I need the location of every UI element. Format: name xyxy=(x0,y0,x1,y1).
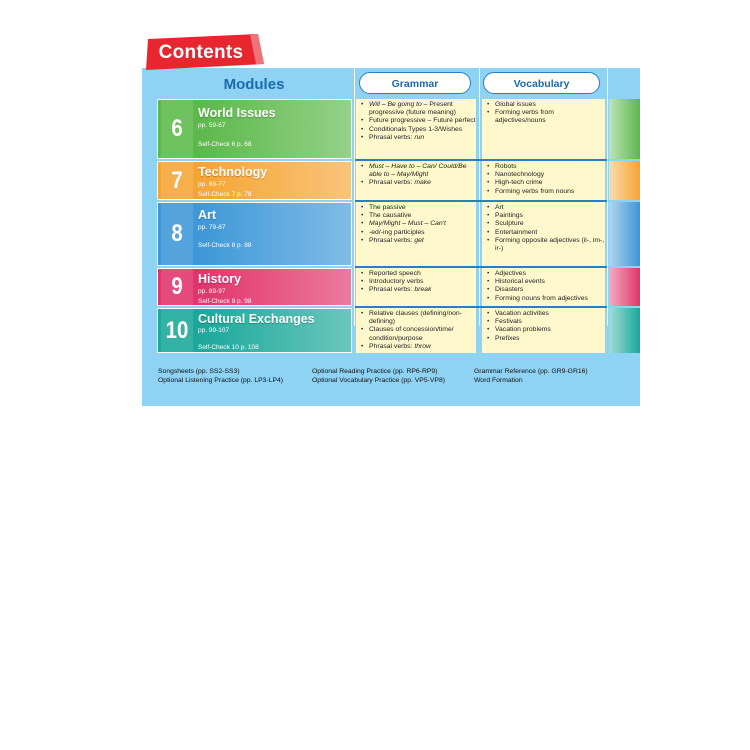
grammar-item xyxy=(361,179,476,187)
module-pages: pp. 59-67 xyxy=(198,122,226,129)
vocabulary-item: • Sculpture xyxy=(487,220,605,228)
vocabulary-item: • Vacation problems xyxy=(487,326,605,334)
module-self-check: Self-Check 6 p. 68 xyxy=(198,141,252,148)
grammar-item-text: get xyxy=(414,236,424,244)
module-color-strip xyxy=(609,202,640,266)
grammar-item-text: break xyxy=(414,286,432,294)
grammar-item-text: Relative clauses (defining/non-defining) xyxy=(369,310,462,326)
column-divider xyxy=(607,68,608,326)
module-title: Technology xyxy=(198,165,268,179)
module-self-check: Self-Check 7 p. 78 xyxy=(198,191,252,198)
footer-col-2 xyxy=(312,368,445,385)
module-cell[interactable] xyxy=(157,308,352,353)
footer-col-3 xyxy=(474,368,588,385)
vocabulary-item: • Entertainment xyxy=(487,229,605,237)
grammar-item-text: Phrasal verbs: xyxy=(369,286,415,294)
module-number: 9 xyxy=(161,269,193,305)
grammar-item-text: The passive xyxy=(369,204,406,211)
module-color-strip xyxy=(609,161,640,200)
grammar-item xyxy=(361,237,476,245)
module-cell[interactable] xyxy=(157,161,352,200)
vocabulary-item: • Forming verbs from adjectives/nouns xyxy=(487,109,605,125)
vocabulary-cell xyxy=(482,268,605,306)
module-number: 6 xyxy=(161,100,193,158)
module-pages: pp. 89-97 xyxy=(198,288,226,295)
grammar-cell xyxy=(356,161,476,200)
module-self-check: Self-Check 9 p. 98 xyxy=(198,298,252,305)
module-pages: pp. 79-87 xyxy=(198,224,226,231)
page-title: Contents xyxy=(158,42,244,63)
grammar-item xyxy=(361,310,476,326)
grammar-cell xyxy=(356,202,476,266)
vocabulary-item: • Forming nouns from adjectives xyxy=(487,295,605,303)
footer-col-1 xyxy=(158,368,283,385)
grammar-item-text: Phrasal verbs: xyxy=(369,342,415,350)
grammar-header: Grammar xyxy=(359,72,471,94)
grammar-item-text: throw xyxy=(414,342,431,350)
grammar-item-text: Phrasal verbs: xyxy=(369,236,415,244)
grammar-item-text: Future progressive – Future perfect xyxy=(369,117,476,125)
grammar-item-text: The causative xyxy=(369,212,412,220)
vocabulary-cell xyxy=(482,99,605,159)
vocabulary-item: • Prefixes xyxy=(487,335,605,343)
footer-link[interactable]: Songsheets (pp. SS2-SS3) xyxy=(158,368,240,375)
module-cell[interactable] xyxy=(157,202,352,266)
module-color-strip xyxy=(609,99,640,159)
column-divider xyxy=(354,68,355,326)
grammar-item xyxy=(361,117,476,125)
grammar-item xyxy=(361,270,476,278)
vocabulary-item: • Adjectives xyxy=(487,270,605,278)
contents-banner xyxy=(146,34,262,70)
grammar-item xyxy=(361,343,476,351)
vocabulary-item: • Nanotechnology xyxy=(487,171,605,179)
grammar-item-text: run xyxy=(414,133,425,141)
vocabulary-item: • High-tech crime xyxy=(487,179,605,187)
grammar-item-text: Phrasal verbs: xyxy=(369,133,415,141)
vocabulary-cell xyxy=(482,202,605,266)
vocabulary-item: • Paintings xyxy=(487,212,605,220)
grammar-item-text: Clauses of concession/time/ condition/purpose xyxy=(369,326,454,342)
grammar-item xyxy=(361,134,476,142)
grammar-item-text: Will – Be going to xyxy=(369,101,422,108)
module-self-check: Self-Check 8 p. 88 xyxy=(198,242,252,249)
grammar-item-text: -ed/-ing participles xyxy=(369,228,425,236)
module-self-check: Self-Check 10 p. 108 xyxy=(198,344,259,351)
vocabulary-item: • Forming opposite adjectives (il-, im-, ir-) xyxy=(487,237,605,253)
grammar-item-text: Conditionals Types 1-3/Wishes xyxy=(369,125,463,133)
module-color-strip xyxy=(609,308,640,353)
module-pages: pp. 69-77 xyxy=(198,181,226,188)
module-number: 8 xyxy=(161,203,193,265)
vocabulary-item: • Forming verbs from nouns xyxy=(487,188,605,196)
module-title: Cultural Exchanges xyxy=(198,312,315,326)
grammar-item-text: Phrasal verbs: xyxy=(369,179,415,187)
vocabulary-item: • Festivals xyxy=(487,318,605,326)
grammar-item xyxy=(361,101,476,117)
grammar-item-text: – Present progressive (future meaning) xyxy=(369,101,456,117)
footer-link[interactable]: Optional Vocabulary Practice (pp. VP5-VP8) xyxy=(312,376,445,384)
module-title: History xyxy=(198,272,242,286)
grammar-item xyxy=(361,286,476,294)
vocabulary-header: Vocabulary xyxy=(483,72,600,94)
footer-link[interactable]: Optional Listening Practice (pp. LP3-LP4) xyxy=(158,376,284,384)
module-title: Art xyxy=(198,208,217,222)
module-cell[interactable] xyxy=(157,99,352,159)
footer-link[interactable]: Word Formation xyxy=(474,376,523,384)
module-cell[interactable] xyxy=(157,268,352,306)
grammar-item-text: Must – Have to – Can/ Could/Be able to – May/Might xyxy=(369,163,467,179)
grammar-item xyxy=(361,229,476,237)
grammar-cell xyxy=(356,268,476,306)
grammar-cell xyxy=(356,99,476,159)
module-color-strip xyxy=(609,268,640,306)
grammar-item xyxy=(361,163,476,179)
grammar-item-text: Reported speech xyxy=(369,270,421,277)
module-number: 10 xyxy=(161,309,193,352)
vocabulary-item: • Disasters xyxy=(487,286,605,294)
vocabulary-item: • Robots xyxy=(487,163,605,171)
modules-header: Modules xyxy=(223,76,285,93)
module-title: World Issues xyxy=(198,106,276,120)
footer-link[interactable]: Grammar Reference (pp. GR9-GR16) xyxy=(474,368,588,375)
grammar-item xyxy=(361,126,476,134)
grammar-item xyxy=(361,326,476,342)
module-number: 7 xyxy=(161,162,193,199)
vocabulary-item: • Global issues xyxy=(487,101,605,109)
grammar-item xyxy=(361,212,476,220)
vocabulary-item: • Historical events xyxy=(487,278,605,286)
vocabulary-cell xyxy=(482,161,605,200)
module-pages: pp. 99-107 xyxy=(198,327,230,334)
vocabulary-cell xyxy=(482,308,605,353)
grammar-item-text: Introductory verbs xyxy=(369,278,424,286)
grammar-item xyxy=(361,220,476,228)
grammar-item-text: May/Might – Must – Can't xyxy=(369,220,446,228)
grammar-item-text: make xyxy=(414,179,431,187)
vocabulary-item: • Vacation activities xyxy=(487,310,605,318)
grammar-item xyxy=(361,204,476,212)
grammar-cell xyxy=(356,308,476,353)
grammar-item xyxy=(361,278,476,286)
vocabulary-item: • Art xyxy=(487,204,605,212)
column-divider xyxy=(479,68,480,326)
footer-link[interactable]: Optional Reading Practice (pp. RP6-RP9) xyxy=(312,368,438,375)
